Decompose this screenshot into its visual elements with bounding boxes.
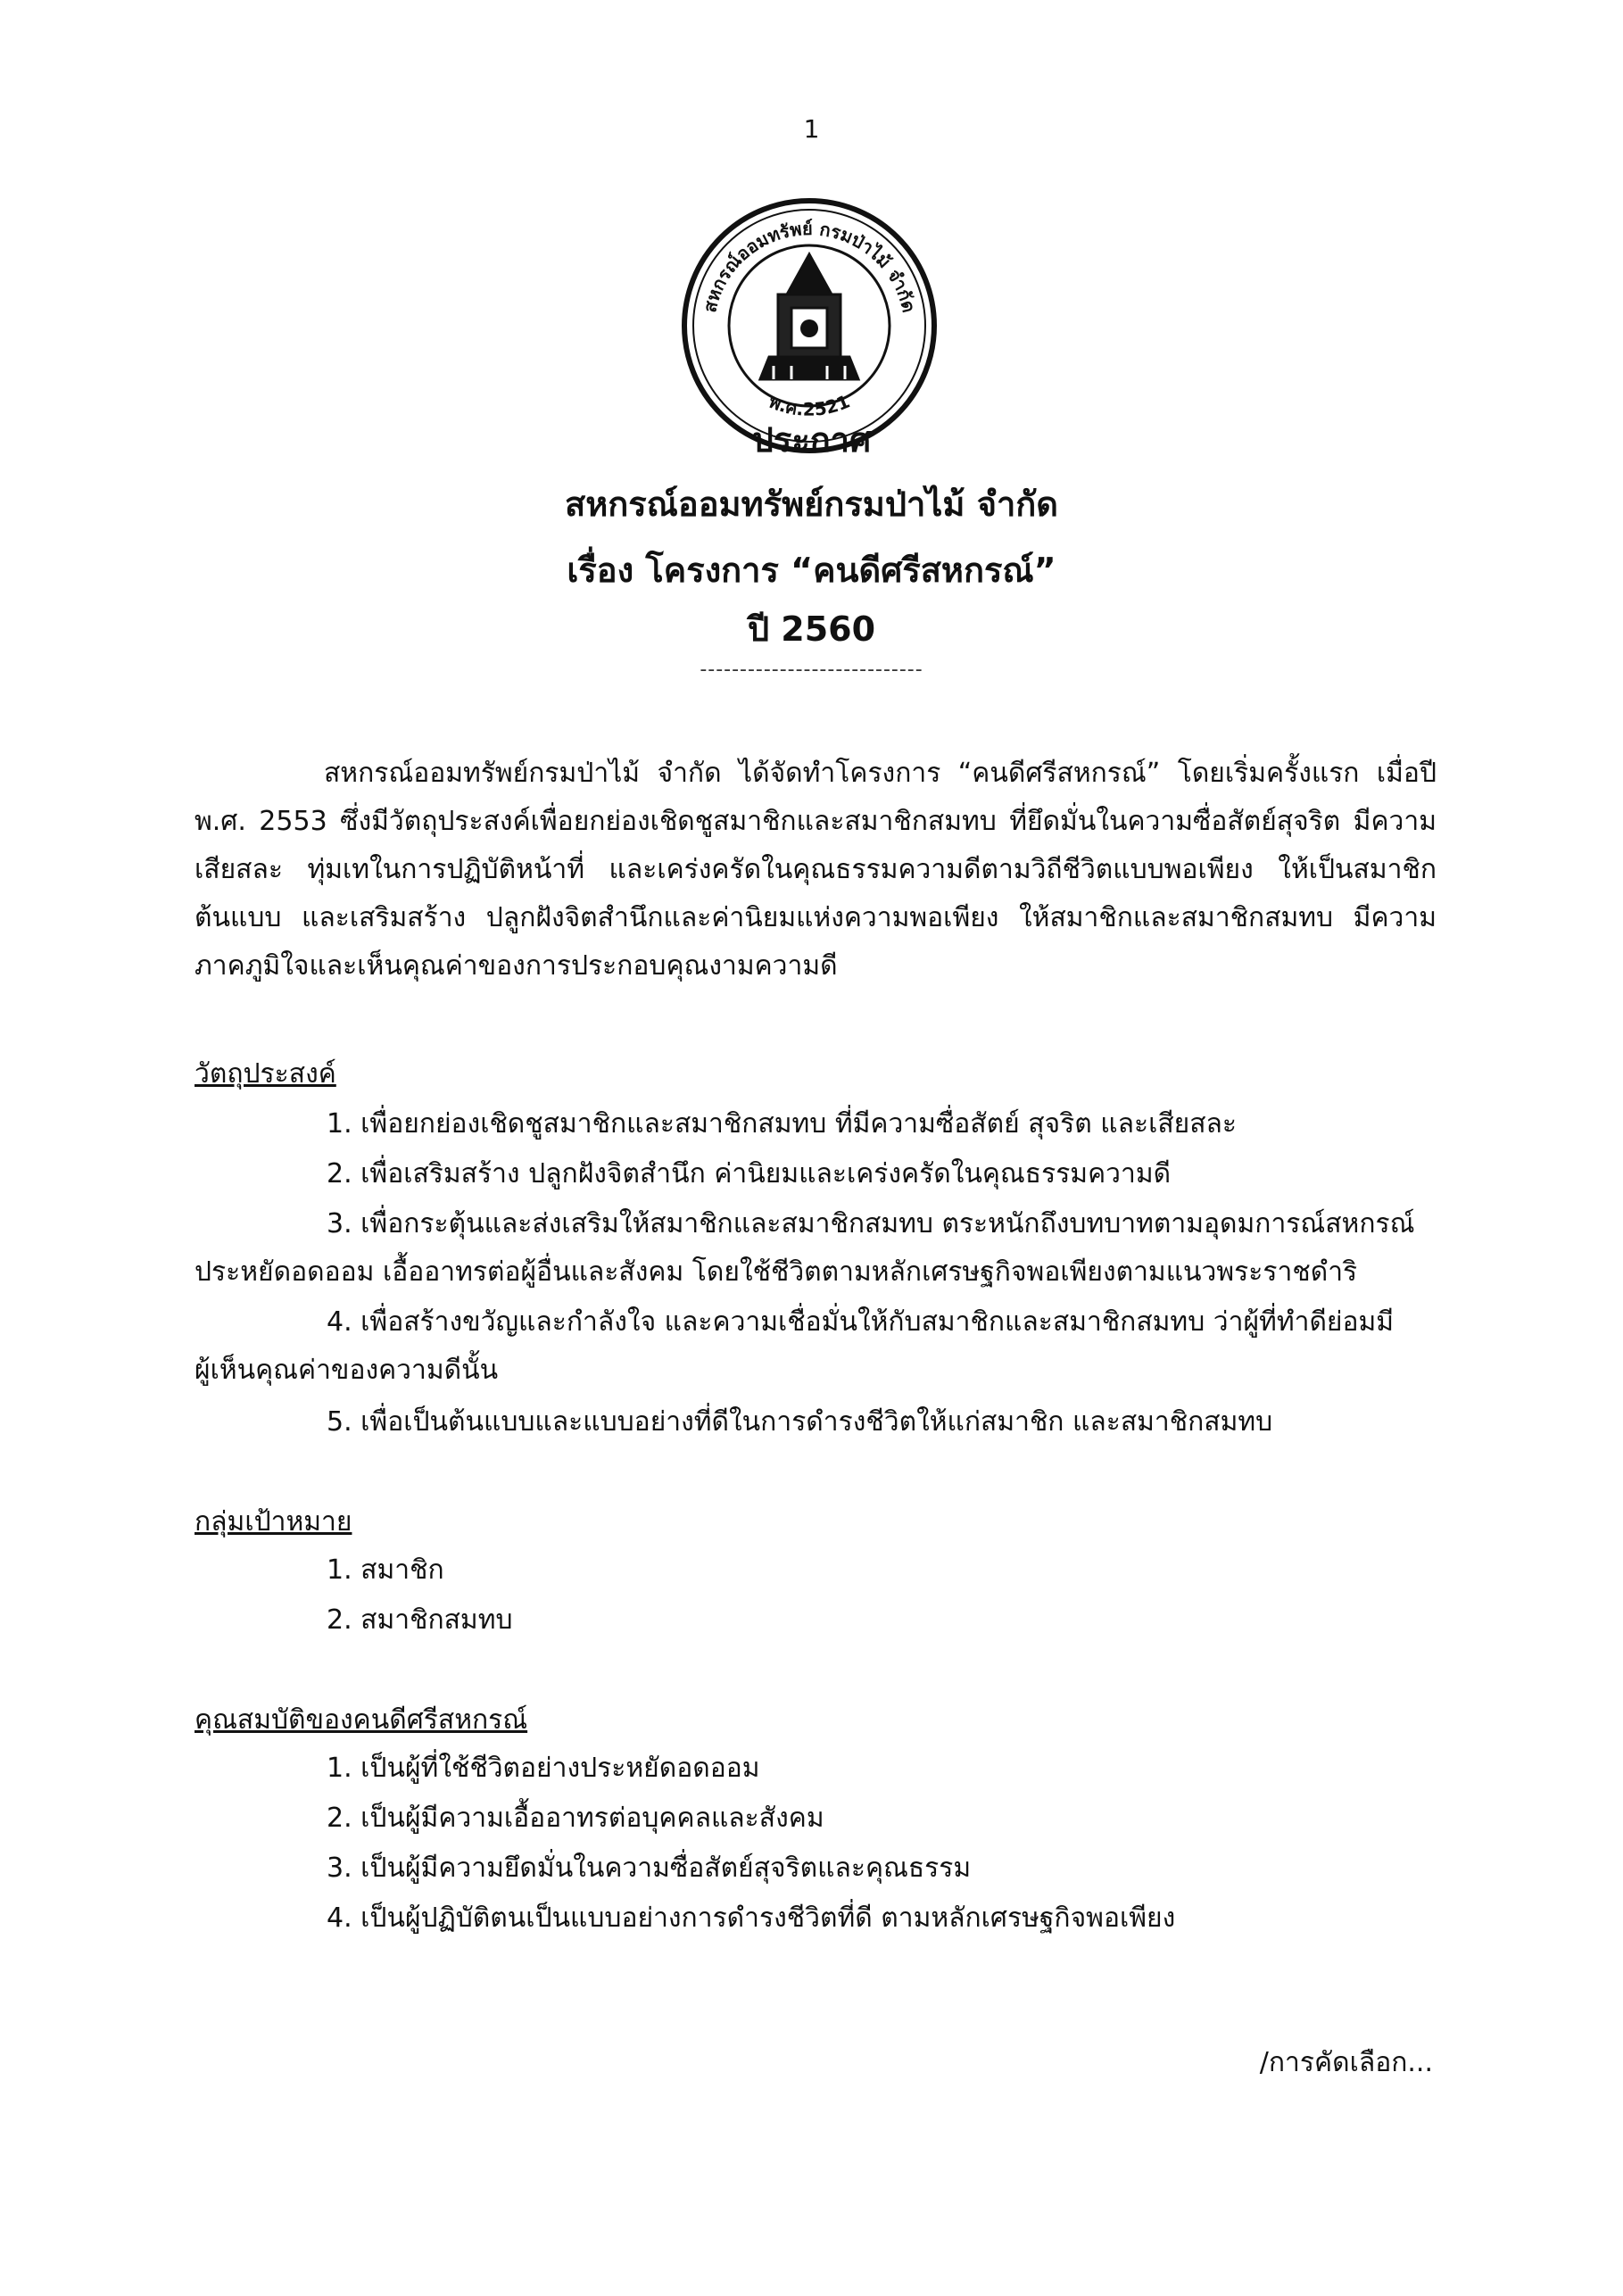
objective-item: 5. เพื่อเป็นต้นแบบและแบบอย่างที่ดีในการดำรงชีวิตให้แก่สมาชิก และสมาชิกสมทบ — [327, 1406, 1273, 1438]
objective-item: 2. เพื่อเสริมสร้าง ปลูกฝังจิตสำนึก ค่านิยมและเคร่งครัดในคุณธรรมความดี — [327, 1158, 1172, 1189]
intro-paragraph: สหกรณ์ออมทรัพย์กรมป่าไม้ จำกัด ได้จัดทำโครงการ “คนดีศรีสหกรณ์” โดยเริ่มครั้งแรก เมื่อปี พ.ศ. 2553 ซึ่งมีวัตถุประสงค์เพื่อยกย่องเชิดชูสมาชิกและสมาชิกสมทบ ที่ยึดมั่นในความซื่อสัตย์สุจริต มีความเสียสละ ทุ่มเทในการปฏิบัติหน้าที่ และเคร่งครัดในคุณธรรมความดีตามวิถีชีวิตแบบพอเพียง ให้เป็นสมาชิกต้นแบบ และเสริมสร้าง ปลูกฝังจิตสำนึกและค่านิยมแห่งความพอเพียง ให้สมาชิกและสมาชิกสมทบ มีความภาคภูมิใจและเห็นคุณค่าของการประกอบคุณงามความดี — [195, 758, 1437, 982]
cooperative-name: สหกรณ์ออมทรัพย์กรมป่าไม้ จำกัด — [565, 485, 1058, 524]
objectives-title: วัตถุประสงค์ — [195, 1058, 336, 1090]
qualification-item: 1. เป็นผู้ที่ใช้ชีวิตอย่างประหยัดอดออม — [327, 1753, 760, 1784]
target-group-item: 2. สมาชิกสมทบ — [327, 1604, 513, 1636]
objective-item-continued: ผู้เห็นคุณค่าของความดีนั้น — [195, 1355, 499, 1386]
qualification-item: 2. เป็นผู้มีความเอื้ออาทรต่อบุคคลและสังคม — [327, 1803, 824, 1834]
objective-item: 3. เพื่อกระตุ้นและส่งเสริมให้สมาชิกและสมาชิกสมทบ ตระหนักถึงบทบาทตามอุดมการณ์สหกรณ์ — [327, 1208, 1415, 1239]
qualification-item: 4. เป็นผู้ปฏิบัติตนเป็นแบบอย่างการดำรงชีวิตที่ดี ตามหลักเศรษฐกิจพอเพียง — [327, 1902, 1176, 1934]
qualifications-title: คุณสมบัติของคนดีศรีสหกรณ์ — [195, 1704, 528, 1736]
page-number: 1 — [803, 114, 820, 144]
announcement-subject: เรื่อง โครงการ “คนดีศรีสหกรณ์” — [567, 551, 1056, 590]
announcement-heading: ประกาศ — [751, 420, 872, 460]
objective-item: 1. เพื่อยกย่องเชิดชูสมาชิกและสมาชิกสมทบ ที่มีความซื่อสัตย์ สุจริต และเสียสละ — [327, 1108, 1238, 1140]
announcement-year: ปี 2560 — [747, 609, 876, 649]
objective-item-continued: ประหยัดอดออม เอื้ออาทรต่อผู้อื่นและสังคม โดยใช้ชีวิตตามหลักเศรษฐกิจพอเพียงตามแนวพระราชดำริ — [195, 1256, 1358, 1288]
title-divider: ---------------------------- — [700, 659, 923, 681]
seal-top-text: สหกรณ์ออมทรัพย์ กรมป่าไม้ จำกัด — [698, 217, 921, 315]
seal-year-text: พ.ศ.2521 — [766, 390, 853, 420]
next-page-marker: /การคัดเลือก... — [1259, 2047, 1433, 2078]
target-group-item: 1. สมาชิก — [327, 1554, 444, 1586]
objective-item: 4. เพื่อสร้างขวัญและกำลังใจ และความเชื่อมั่นให้กับสมาชิกและสมาชิกสมทบ ว่าผู้ที่ทำดีย่อมมี — [327, 1306, 1395, 1338]
qualification-item: 3. เป็นผู้มีความยึดมั่นในความซื่อสัตย์สุจริตและคุณธรรม — [327, 1853, 972, 1884]
target-group-title: กลุ่มเป้าหมาย — [195, 1506, 352, 1538]
